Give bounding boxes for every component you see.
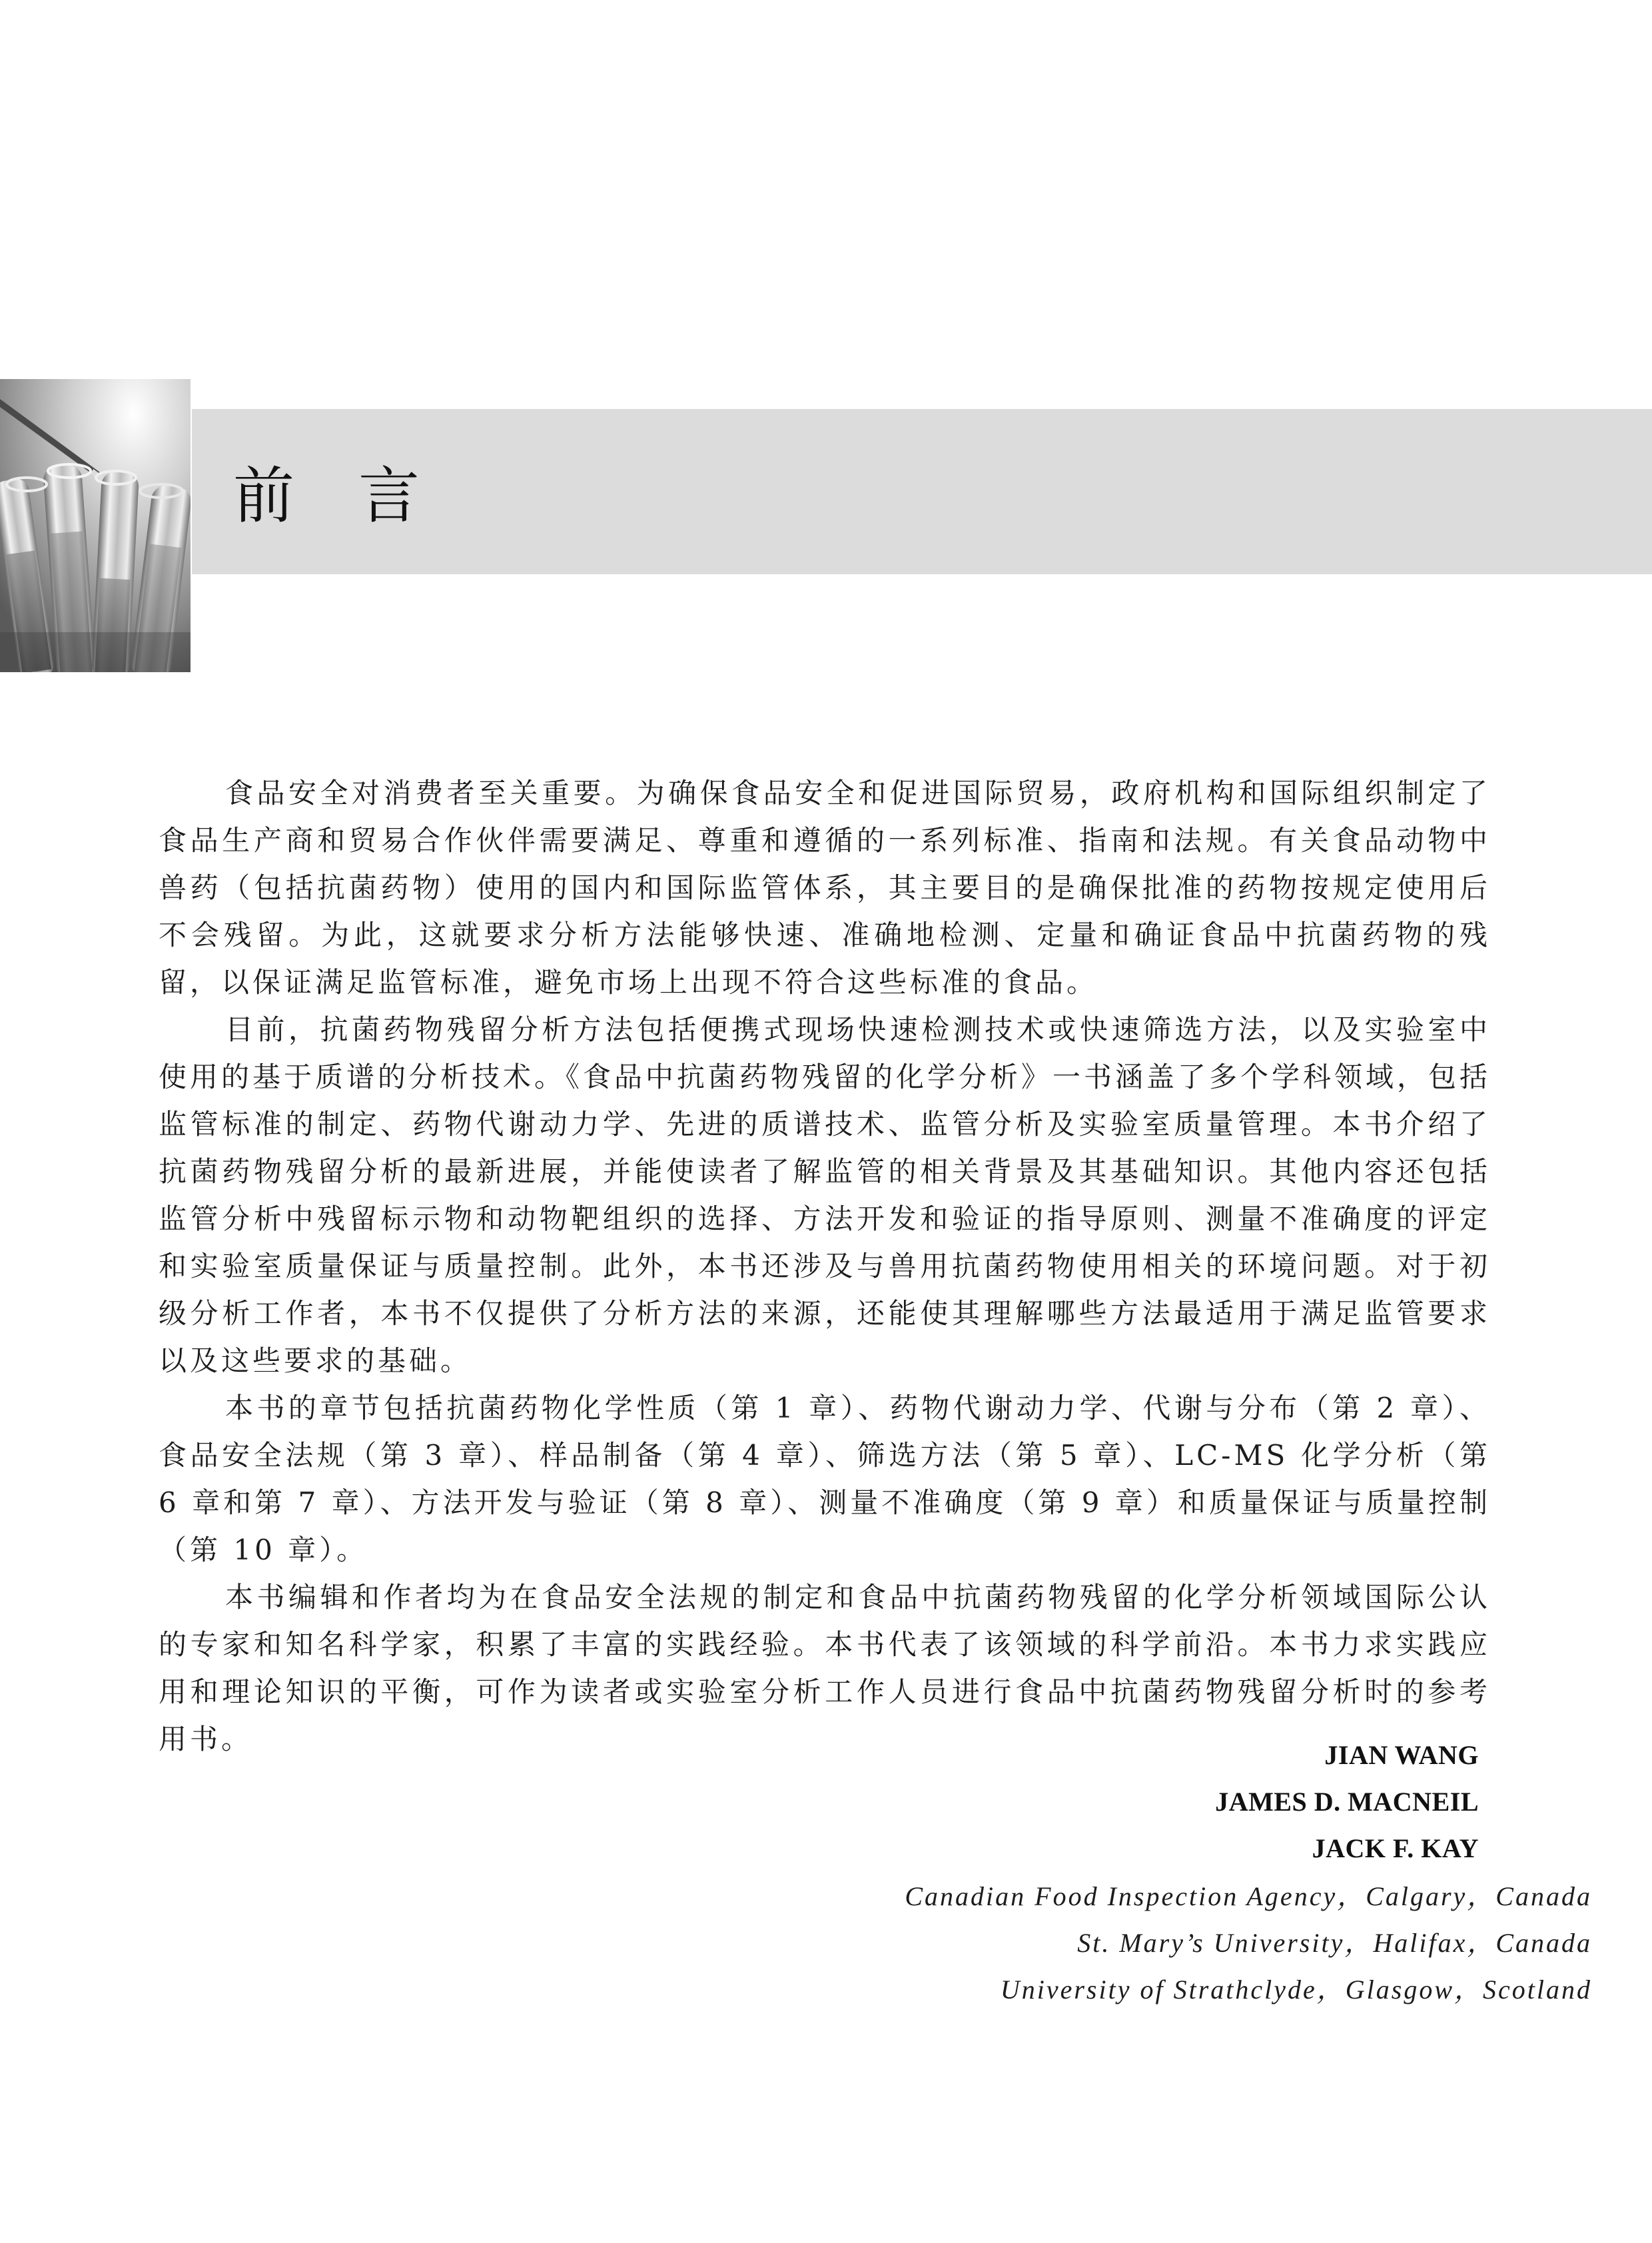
paragraph: 本书编辑和作者均为在食品安全法规的制定和食品中抗菌药物残留的化学分析领域国际公认的专家和知名科学家，积累了丰富的实践经验。本书代表了该领域的科学前沿。本书力求实践应用和理论知识的平衡，可作为读者或实验室分析工作人员进行食品中抗菌药物残留分析时的参考用书。 — [159, 1581, 1491, 1755]
page-title: 前言 — [233, 460, 484, 532]
author-affiliation: University of Strathclyde，Glasgow，Scotland — [1000, 1975, 1592, 2005]
author-name: JACK F. KAY — [1312, 1833, 1479, 1863]
signature-block — [679, 1732, 1592, 2013]
test-tubes-photo — [0, 379, 191, 672]
preface-body — [159, 769, 1491, 1763]
author-affiliation: St. Mary’s University，Halifax，Canada — [1077, 1928, 1592, 1958]
affiliations — [679, 1873, 1592, 2013]
paragraph: 食品安全对消费者至关重要。为确保食品安全和促进国际贸易，政府机构和国际组织制定了食品生产商和贸易合作伙伴需要满足、尊重和遵循的一系列标准、指南和法规。有关食品动物中兽药（包括抗菌药物）使用的国内和国际监管体系，其主要目的是确保批准的药物按规定使用后不会残留。为此，这就要求分析方法能够快速、准确地检测、定量和确证食品中抗菌药物的残留，以保证满足监管标准，避免市场上出现不符合这些标准的食品。 — [159, 777, 1491, 999]
author-affiliation: Canadian Food Inspection Agency，Calgary，Canada — [905, 1881, 1592, 1911]
paragraph: 目前，抗菌药物残留分析方法包括便携式现场快速检测技术或快速筛选方法，以及实验室中使用的基于质谱的分析技术。《食品中抗菌药物残留的化学分析》一书涵盖了多个学科领域，包括监管标准的制定、药物代谢动力学、先进的质谱技术、监管分析及实验室质量管理。本书介绍了抗菌药物残留分析的最新进展，并能使读者了解监管的相关背景及其基础知识。其他内容还包括监管分析中残留标示物和动物靶组织的选择、方法开发和验证的指导原则、测量不准确度的评定和实验室质量保证与质量控制。此外，本书还涉及与兽用抗菌药物使用相关的环境问题。对于初级分析工作者，本书不仅提供了分析方法的来源，还能使其理解哪些方法最适用于满足监管要求以及这些要求的基础。 — [159, 1013, 1491, 1377]
author-name: JAMES D. MACNEIL — [1215, 1787, 1479, 1817]
author-name: JIAN WANG — [1324, 1740, 1479, 1770]
paragraph: 本书的章节包括抗菌药物化学性质（第 1 章）、药物代谢动力学、代谢与分布（第 2 章）、食品安全法规（第 3 章）、样品制备（第 4 章）、筛选方法（第 5 章）、LC-MS 化学分析（第 6 章和第 7 章）、方法开发与验证（第 8 章）、测量不准确度（第 9 章）和质量保证与质量控制（第 10 章）。 — [159, 1392, 1491, 1566]
